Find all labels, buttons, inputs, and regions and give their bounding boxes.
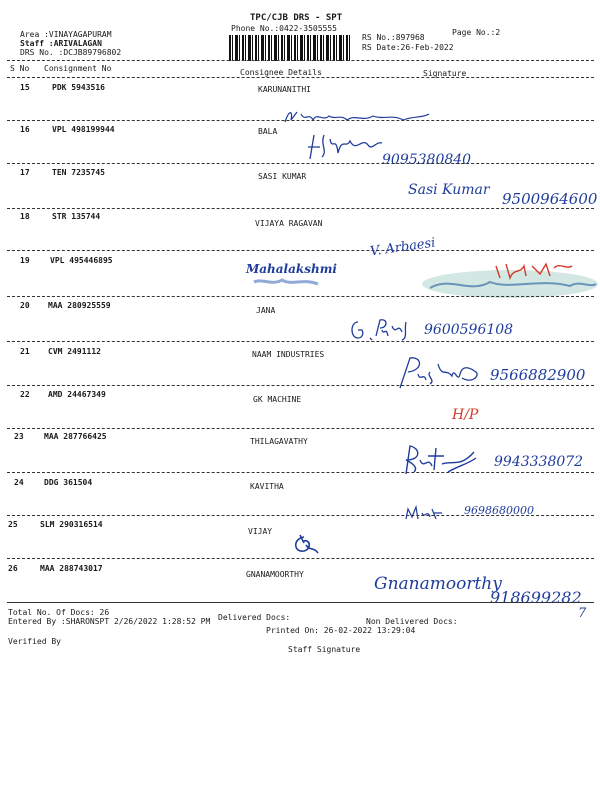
entered-by: Entered By :SHARONSPT 2/26/2022 1:28:52 PM	[8, 617, 211, 626]
header-rule-top	[7, 60, 594, 61]
row-divider	[7, 558, 594, 559]
row-consignment: VPL 495446895	[50, 256, 113, 265]
header-rule-bottom	[7, 77, 594, 78]
row-divider	[7, 296, 594, 297]
page-number: Page No.:2	[452, 28, 501, 37]
row-consignee: THILAGAVATHY	[250, 437, 308, 446]
row-sno: 26	[8, 564, 18, 573]
staff-signature-label: Staff Signature	[288, 645, 361, 654]
drs-number: DRS No. :DCJB89796802	[20, 48, 122, 57]
row-sno: 19	[20, 256, 30, 265]
handwritten-note: H/P	[452, 407, 479, 423]
row-consignment: MAA 280925559	[48, 301, 111, 310]
row-divider	[7, 428, 594, 429]
table-bottom-rule	[7, 602, 594, 603]
printed-on: Printed On: 26-02-2022 13:29:04	[266, 626, 416, 635]
row-consignment: MAA 288743017	[40, 564, 103, 573]
column-header-sno: S No	[10, 64, 30, 73]
verified-by-label: Verified By	[8, 637, 61, 646]
handwritten-phone: 9500964600	[502, 190, 598, 208]
handwritten-signature: Sasi Kumar	[408, 182, 490, 198]
column-header-signature: Signature	[423, 69, 467, 78]
row-consignee: KARUNANITHI	[258, 85, 311, 94]
row-consignee: GK MACHINE	[253, 395, 302, 404]
signature-bala	[306, 131, 386, 161]
handwritten-phone: 918699282	[490, 588, 582, 607]
row-sno: 16	[20, 125, 30, 134]
signature-vijay	[290, 533, 320, 557]
rs-date: RS Date:26-Feb-2022	[362, 43, 454, 52]
row-divider	[7, 250, 594, 251]
row-consignee: SASI KUMAR	[258, 172, 307, 181]
handwritten-signature: Gnanamoorthy	[374, 574, 502, 594]
signature-karunanithi	[283, 108, 433, 128]
row-sno: 23	[14, 432, 24, 441]
row-divider	[7, 472, 594, 473]
row-consignment: AMD 24467349	[48, 390, 106, 399]
delivered-docs: Delivered Docs:	[218, 613, 291, 622]
row-consignment: VPL 498199944	[52, 125, 115, 134]
non-delivered-docs: Non Delivered Docs:	[366, 617, 458, 626]
row-divider	[7, 341, 594, 342]
signature-jana	[348, 316, 418, 342]
signature-kavitha	[404, 505, 444, 521]
row-divider	[7, 385, 594, 386]
stamp-smudge	[252, 276, 322, 288]
row-sno: 18	[20, 212, 30, 221]
column-header-consignee: Consignee Details	[240, 68, 322, 77]
signature-thilagavathy	[398, 442, 478, 476]
row-divider	[7, 120, 594, 121]
handwritten-phone-digit: 7	[578, 606, 587, 621]
row-divider	[7, 163, 594, 164]
row-consignment: DDG 361504	[44, 478, 93, 487]
row-consignment: CVM 2491112	[48, 347, 101, 356]
row-sno: 15	[20, 83, 30, 92]
column-header-consignment: Consignment No	[44, 64, 112, 73]
row-consignee: KAVITHA	[250, 482, 284, 491]
document-title: TPC/CJB DRS - SPT	[250, 13, 343, 23]
area-field: Area :VINAYAGAPURAM	[20, 30, 112, 39]
row-consignment: TEN 7235745	[52, 168, 105, 177]
row-consignee: NAAM INDUSTRIES	[252, 350, 325, 359]
handwritten-name: V. Arbaesi	[369, 235, 437, 260]
barcode-image	[229, 35, 351, 61]
row-sno: 20	[20, 301, 30, 310]
row-consignment: SLM 290316514	[40, 520, 103, 529]
handwritten-phone: 9095380840	[382, 152, 472, 168]
row-divider	[7, 515, 594, 516]
row-sno: 17	[20, 168, 30, 177]
staff-field: Staff :ARIVALAGAN	[20, 39, 102, 48]
rs-number: RS No.:897968	[362, 33, 425, 42]
handwritten-phone: 9943338072	[494, 454, 584, 470]
handwritten-signature: Mahalakshmi	[246, 262, 337, 276]
row-sno: 22	[20, 390, 30, 399]
handwritten-phone: 9566882900	[490, 366, 586, 384]
row-divider	[7, 208, 594, 209]
row-sno: 24	[14, 478, 24, 487]
row-consignment: MAA 287766425	[44, 432, 107, 441]
handwritten-phone: 9698680000	[464, 504, 534, 517]
handwritten-phone: 9600596108	[424, 322, 514, 338]
row-consignee: BALA	[258, 127, 278, 136]
row-consignee: VIJAY	[248, 527, 273, 536]
row-consignee: VIJAYA RAGAVAN	[255, 219, 323, 228]
row-consignee: JANA	[256, 306, 276, 315]
row-sno: 25	[8, 520, 18, 529]
row-consignee: GNANAMOORTHY	[246, 570, 304, 579]
total-docs: Total No. Of Docs: 26	[8, 608, 110, 617]
row-consignment: PDK 5943516	[52, 83, 105, 92]
row-consignment: STR 135744	[52, 212, 101, 221]
phone-number: Phone No.:0422-3505555	[231, 24, 337, 33]
row-sno: 21	[20, 347, 30, 356]
